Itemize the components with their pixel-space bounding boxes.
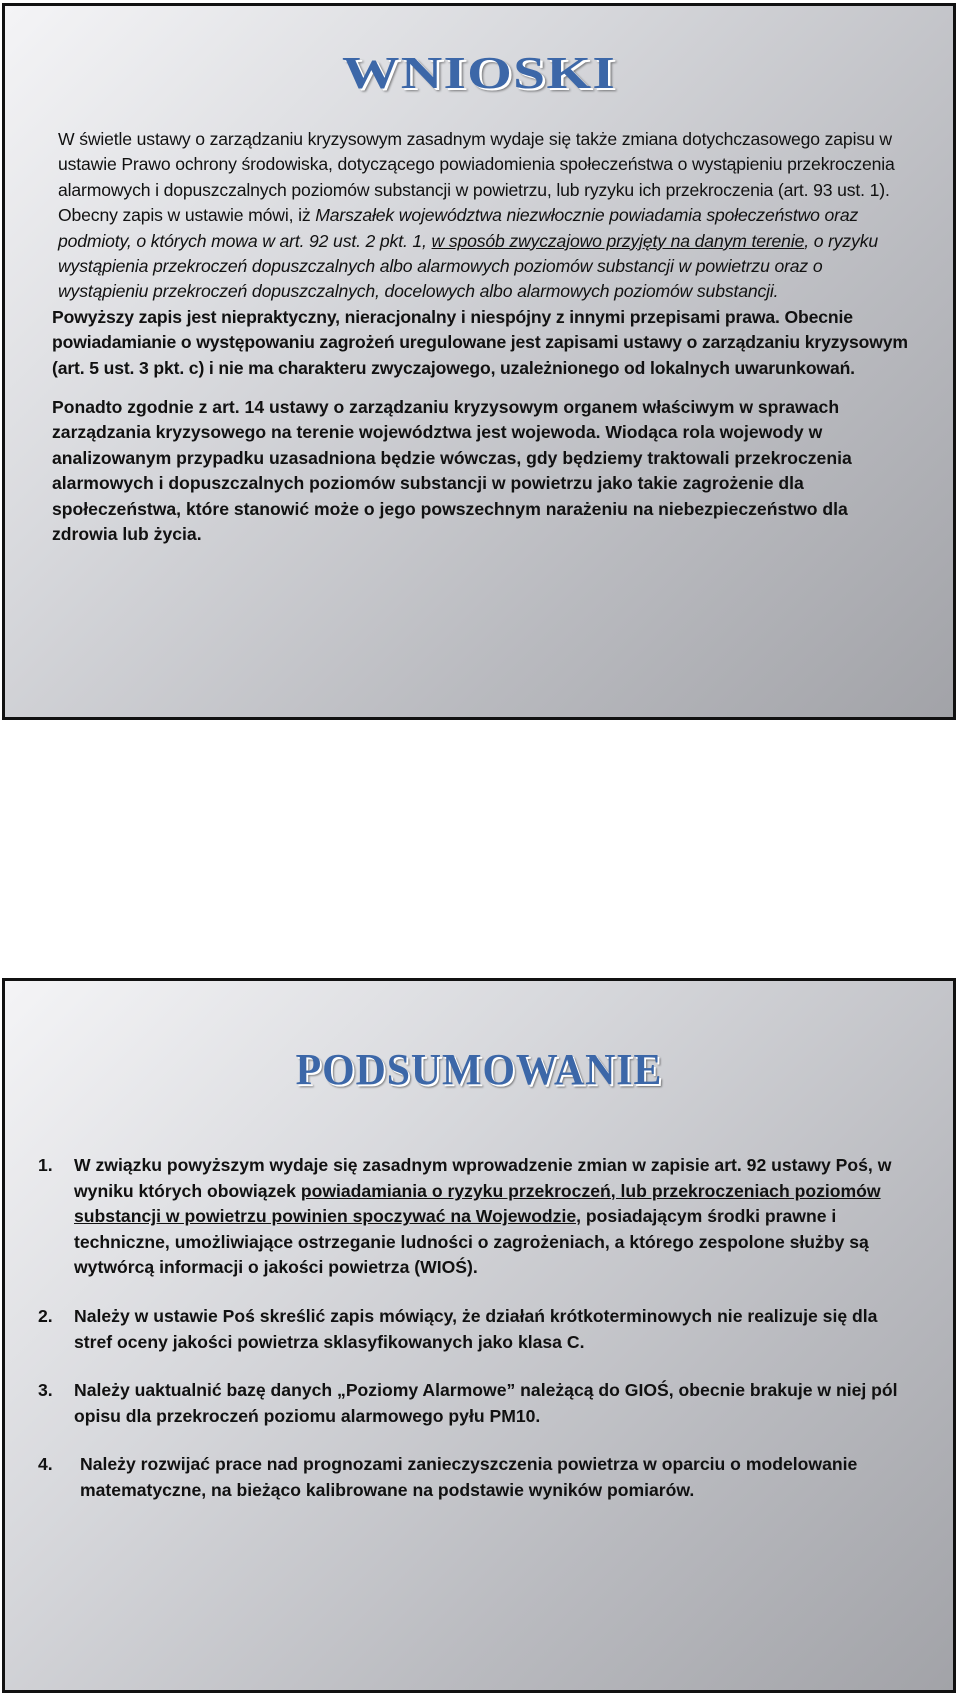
list-item-text: Należy w ustawie Poś skreślić zapis mówiący, że działań krótkoterminowych nie realizuje się dla stref oceny jakości powietrza sklasyfikowanych jako klasa C.: [74, 1305, 878, 1352]
podsumowanie-list: [38, 1153, 918, 1504]
list-item: [38, 1452, 918, 1503]
list-item: [38, 1153, 918, 1281]
wnioski-paragraph-1: W świetle ustawy o zarządzaniu kryzysowym zasadnym wydaje się także zmiana dotychczasowego zapisu w ustawie Prawo ochrony środowiska, dotyczącego powiadomienia społeczeństwa o wystąpieniu przekroczenia alarmowych i dopuszczalnych poziomów substancji w powietrzu, lub ryzyku ich przekroczenia (art. 93 ust. 1).: [58, 129, 895, 200]
list-item: [38, 1378, 918, 1429]
list-item-number: 2.: [38, 1305, 53, 1326]
list-item-text: [74, 1153, 918, 1281]
slide-title-podsumowanie: PODSUMOWANIE: [295, 1045, 663, 1094]
list-item-number: 4.: [38, 1454, 53, 1475]
slide-title-wnioski: WNIOSKI: [342, 47, 616, 98]
list-item-number: 3.: [38, 1380, 53, 1401]
wnioski-paragraph-4: Ponadto zgodnie z art. 14 ustawy o zarządzaniu kryzysowym organem właściwym w sprawach zarządzania kryzysowego na terenie województwa jest wojewoda. Wiodąca rola wojewody w analizowanym przypadku uzasadniona będzie wówczas, gdy będziemy traktowali przekroczenia alarmowych i dopuszczalnych poziomów substancji w powietrzu jako takie zagrożenie dla społeczeństwa, które stanowić może o jego powszechnym narażeniu na niebezpieczeństwo dla zdrowia lub życia.: [52, 397, 852, 545]
list-item: [38, 1304, 918, 1355]
list-item-text: Należy rozwijać prace nad prognozami zanieczyszczenia powietrza w oparciu o modelowanie matematyczne, na bieżąco kalibrowane na podstawie wyników pomiarów.: [80, 1454, 858, 1500]
wnioski-p2-quote-a: Marszałek województwa niezwłocznie powiadamia społeczeństwo oraz podmioty, o których mowa w art. 92 ust. 2 pkt. 1,: [58, 205, 859, 251]
list-item-text: Należy uaktualnić bazę danych „Poziomy Alarmowe” należącą do GIOŚ, obecnie brakuje w niej pól opisu dla przekroczeń poziomu alarmowego pyłu PM10.: [74, 1380, 898, 1426]
list-item-text-a: W związku powyższym wydaje się zasadnym wprowadzenie zmian w zapisie art. 92 ustawy Poś, w wyniku których obowiązek: [74, 1155, 892, 1201]
wnioski-paragraph-2: [52, 203, 912, 305]
wnioski-p2-quote-underlined: w sposób zwyczajowo przyjęty na danym terenie: [431, 230, 805, 251]
wnioski-body: [52, 127, 912, 548]
wnioski-p2-lead: Obecny zapis w ustawie mówi, iż: [58, 205, 316, 226]
wnioski-paragraph-3: Powyższy zapis jest niepraktyczny, nieracjonalny i niespójny z innymi przepisami prawa. Obecnie powiadamianie o występowaniu zagrożeń uregulowane jest zapisami ustawy o zarządzaniu kryzysowym (art. 5 ust. 3 pkt. c) i nie ma charakteru zwyczajowego, uzależnionego od lokalnych uwarunkowań.: [52, 306, 908, 378]
list-item-text-b: posiadającym środki prawne i techniczne, umożliwiające ostrzeganie ludności o zagrożeniach, a którego zespolone służby są wytwórcą informacji o jakości powietrza (WIOŚ).: [74, 1206, 869, 1278]
wnioski-p2-quote-b: , o ryzyku wystąpienia przekroczeń dopuszczalnych albo alarmowych poziomów substancji w powietrzu oraz o wystąpieniu przekroczeń dopuszczalnych, docelowych albo alarmowych poziomów substancji.: [58, 230, 878, 302]
list-item-number: 1.: [38, 1155, 53, 1175]
list-item-text-underlined: powiadamiania o ryzyku przekroczeń, lub przekroczeniach poziomów substancji w powietrzu powinien spoczywać na Wojewodzie,: [74, 1180, 881, 1227]
